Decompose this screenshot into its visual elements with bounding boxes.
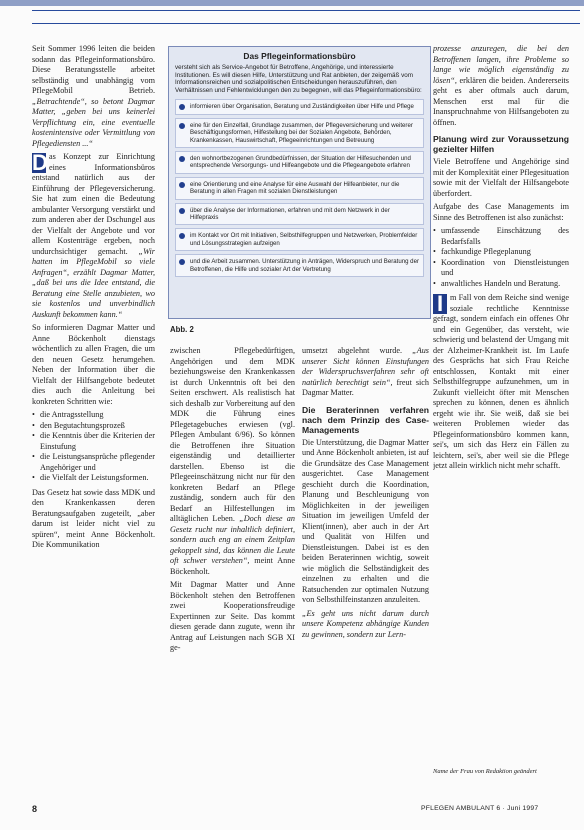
paragraph: Das Gesetz hat sowie dass MDK und den Krankenkassen deren Beratungsaufgaben zugeteilt, „aber darum ist leider nicht viel zu spüren“, meint Anne Böckenholt. Die Kommunikation: [32, 487, 155, 549]
box-item: [175, 99, 424, 114]
list-item: • fachkundige Pflegeplanung: [433, 247, 569, 258]
header-frame: [32, 10, 580, 24]
column-1: [32, 44, 155, 794]
quote: „Aus unserer Sicht können Einstufungen der Widerspruchsverfahren sehr oft natürlich berechtigt sein“,: [302, 346, 429, 387]
box-item-text: und die Arbeit zusammen. Unterstützung in Anträgen, Widerspruch und Beratung der Betroffenen, die Hilfe und sozialer Art der Vertretung: [190, 258, 419, 273]
journal-footer: PFLEGEN AMBULANT 6 · Juni 1997: [421, 805, 539, 812]
text: zwischen Pflegebedürftigen, Angehörigen und dem MDK beziehungsweise den Krankenkassen ist durch Unkenntnis oft bei den Seiten erschwert. Als realistisch hat sich deshalb zur Vorbereitung auf den MDK die Führung eines Pflegetagebuches erwiesen (vgl. Pflegen Ambulant 6/96). So können die Betroffenen ihre Situation eigenständig und detaillierter darstellen. Ebenso ist die Pflegeeinschätzung nicht nur für den konkreten Bedarf an Pflege zuständig, sondern auch für den Bedarf an Hilfestellungen im alltäglichen Leben.: [170, 346, 295, 523]
paragraph: Aufgabe des Case Managements im Sinne des Betroffenen ist also zunächst:: [433, 202, 569, 222]
quote: „Doch diese an Gesetz rucht nur inhaltlich definiert, sondern auch eng an einem Zeitplan gekoppelt sind, das können die Leute oft schwer verstehen“,: [170, 514, 295, 565]
paragraph: [433, 44, 569, 128]
quote: „Betrachtende“, so betont Dagmar Matter, „geben bei uns keinerlei Verpflichtung ein, eine eventuelle kostenintensive oder Vermittlung von Pflegediensten ...“: [32, 96, 155, 148]
text: as Konzept zur Einrichtung eines Informationsbüros entstand natürlich aus der Einführung der Pflegeversicherung. Sie hat zum einen die Bedeutung ambulanter Versorgung verstärkt und zum anderen aber der Dschungel aus der Vielfalt der Angebote und vor allem Kostenträge ergeben, noch undurchsichtiger gemacht.: [32, 152, 155, 256]
bullet-icon: [179, 156, 185, 162]
section-heading: Die Beraterinnen verfahren nach dem Prinzip des Case-Managements: [302, 404, 429, 435]
task-list: [433, 226, 569, 289]
text: , erklären die beiden. Andererseits geht es aber oftmals auch darum, Menschen erst mal für die Inanspruchnahme von Hilfsangeboten zu öffnen.: [433, 75, 569, 127]
text: m Fall von dem Reiche sind wenige soziale rechtliche Kenntnisse gefragt, sondern einfach ein offenes Ohr und ein Gegenüber, das versteht, wie schwierig und belastend der Umgang mit der Alzheimer-Krankheit ist. Im Laufe des Gesprächs hat sich Frau Reiche entschlossen, Kontakt mit einer Selbsthilfegruppe aufzunehmen, um in Zukunft vielleicht öfter mit Menschen sprechen zu können, denen es ähnlich ergeht wie ihr. Sie weiß, daß sie bei weiteren Problemen wieder das Pflegeinformationsbüro kommen kann, sei's, um sich das Herz ein Fällen zu leichtern, sei's, aber weil sie die Pflege jetzt allein wirklich nicht mehr schafft.: [433, 293, 569, 470]
box-title: Das Pflegeinformationsbüro: [243, 51, 356, 61]
figure-caption: Abb. 2: [170, 325, 194, 334]
text: freut sich Dagmar Matter.: [302, 377, 429, 397]
text: umsetzt abgelehnt wurde.: [302, 346, 403, 355]
box-item-text: über die Analyse der Informationen, erfahren und mit dem Netzwerk in der Hilfepraxis: [190, 206, 390, 222]
paragraph: Die Unterstützung, die Dagmar Matter und Anne Böckenholt anbieten, ist auf die Grundsätze des Case Management ausgerichtet. Case Management geschieht durch die Koordination, Planung und Beschleunigung von Möglichkeiten in der jeweiligen Situation im jeweiligen Umfeld der Klient(innen), aber auch in der Art und Qualität von Hilfen und Dienstleistungen. Dabei ist es den beiden Beraterinnen wichtig, soweit wie möglich die Selbständigkeit des einzelnen zu erhalten und die Ratsuchenden zur optimalen Nutzung von Selbsthilfeinstanzen anzuleiten.: [302, 437, 429, 604]
list-item: • die Kenntnis über die Kriterien der Einstufung: [32, 431, 155, 452]
list-item: • umfassende Einschätzung des Bedarfsfalls: [433, 226, 569, 247]
box-item-text: informieren über Organisation, Beratung und Zuständigkeiten über Hilfe und Pflege: [190, 103, 414, 111]
list-item: • die Antragsstellung: [32, 410, 155, 421]
footnote: Name der Frau von Redaktion geändert: [433, 768, 537, 775]
list-item: • anwaltliches Handeln und Beratung.: [433, 279, 569, 290]
box-item: [175, 118, 424, 148]
quote: „Wir hatten im PflegeMobil so viele Anfragen“, erzählt Dagmar Matter, „daß bei uns die Idee entstand, die Beratung eine Stelle anzubieten, wo sie kostenlos und unverbindlich Auskunft bekommen kann.“: [32, 246, 155, 319]
list-item: • Koordination von Dienstleistungen und: [433, 258, 569, 279]
list-item: • die Leistungsansprüche pflegender Angehöriger und: [32, 452, 155, 473]
column-3: [302, 346, 429, 796]
drop-cap: I: [433, 294, 447, 314]
section-heading: Planung wird zur Voraussetzung gezielter Hilfen: [433, 134, 569, 154]
box-item: [175, 203, 424, 226]
box-item-text: den wohnortbezogenen Grundbedürfnissen, der Situation der Hilfesuchenden und entsprechende Versorgungs- und Hilfeangebote und die Pflegeangebote erfahren: [190, 155, 411, 170]
paragraph: [302, 346, 429, 399]
paragraph: [433, 293, 569, 472]
list-item: • die Vielfalt der Leistungsformen.: [32, 473, 155, 484]
bullet-icon: [179, 259, 185, 265]
bullet-icon: [179, 208, 185, 214]
bullet-icon: [179, 104, 185, 110]
paragraph: [32, 44, 155, 149]
column-4: [433, 44, 569, 804]
paragraph: So informieren Dagmar Matter und Anne Böckenholt dienstags wöchentlich zu allen Fragen, die um den neuen Gesetz herumgehen. Neben der Information über die Vielfalt der Hilfsangebote bedeutet dies auch die Anleitung bei konkreten Schritten wie:: [32, 323, 155, 406]
column-2: [170, 346, 295, 796]
text: meint Anne Böckenholt.: [170, 556, 295, 576]
quote: „Es geht uns nicht darum durch unsere Kompetenz abhängige Kunden zu gewinnen, sondern zur Lern-: [302, 608, 429, 639]
paragraph: [170, 346, 295, 577]
box-item-text: eine Orientierung und eine Analyse für eine Auswahl der Hilfeanbieter, nur die Beratung in allen Fragen mit sozialen Dienstleistungen: [190, 180, 400, 196]
quote: prozesse anzuregen, die bei den Betroffenen langen, ihre Probleme so lange wie möglich eigenständig zu lösen“: [433, 44, 569, 85]
drop-cap: D: [32, 150, 48, 175]
info-box: [168, 46, 431, 319]
box-item: [175, 151, 424, 174]
box-item: [175, 228, 424, 251]
paragraph: [32, 152, 155, 320]
page-number: 8: [32, 804, 38, 814]
text: Seit Sommer 1996 leiten die beiden sodann das Pflegeinformationsbüro. Diese Beratungsstelle arbeitet selbständig und unabhängig vom PflegeMobil Betrieb.: [32, 44, 155, 95]
list-item: • den Begutachtungsprozeß: [32, 421, 155, 432]
bullet-icon: [179, 123, 185, 129]
paragraph: Viele Betroffene und Angehörige sind mit der Komplexität einer Pflegesituation sowie mit der Vielfalt der Hilfsangebote überfordert.: [433, 157, 569, 198]
box-intro: versteht sich als Service-Angebot für Betroffene, Angehörige, und interessierte Institutionen. Es will diesen Hilfe, Unterstützung und Rat anbieten, der zeigemäß vom Informationsreichen und sozialpolitischen Entscheidungen herauszuführen, den Verhältnissen und Fehlentwicklungen den zu begegnen, will das Pflegeinformationsbüro:: [175, 64, 422, 94]
bullet-icon: [179, 182, 185, 188]
box-item-text: im Kontakt vor Ort mit Initiativen, Selbsthilfegruppen und Netzwerken, Problemfelder und Lösungsstrategien aufzeigen: [190, 232, 418, 247]
bullet-icon: [179, 233, 185, 239]
criteria-list: [32, 410, 155, 484]
paragraph: Mit Dagmar Matter und Anne Böckenholt stehen den Betroffenen zwei Kooperationsfreudige Expertinnen zur Seite. Das kommt diesen gerade dann zugute, wenn ihr Antrag auf Leistungen nach SGB XI ge-: [170, 580, 295, 652]
box-item: [175, 254, 424, 277]
top-color-bar: [0, 0, 584, 6]
box-item: [175, 177, 424, 200]
box-item-text: eine für den Einzelfall, Grundlage zusammen, der Pflegeversicherung und weiterer Beschäftigungsformen, Hilfestellung bei der Sozialen Angebote, Behörden, Krankenkassen, Hauswirtschaft, Pflegeeinrichtungen und Betreuung: [190, 121, 413, 144]
